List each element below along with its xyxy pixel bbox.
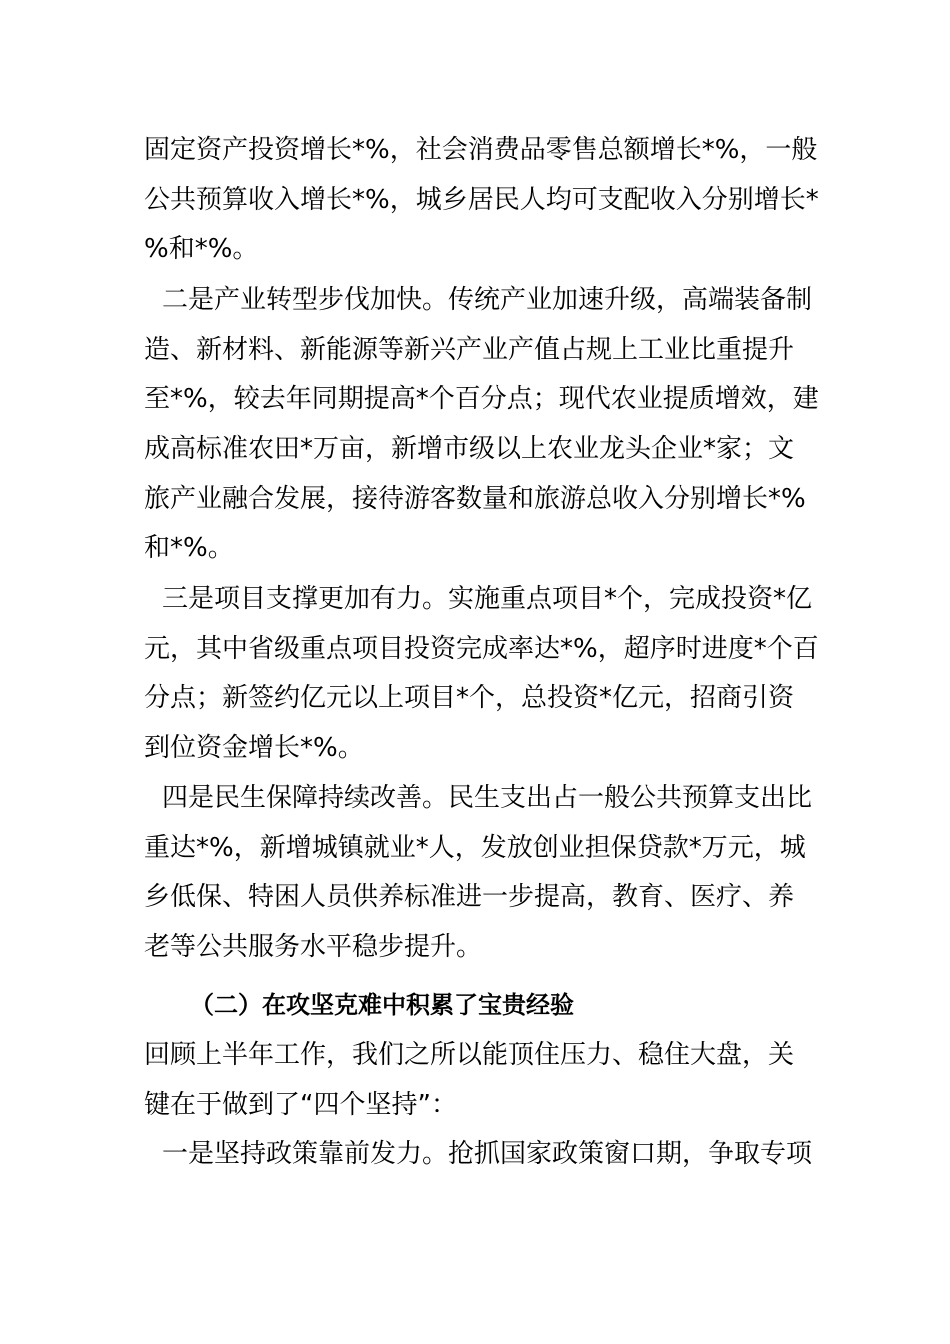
para4-line4: 老等公共服务水平稳步提升。 [144,932,483,962]
para2-line4: 成高标准农田*万亩，新增市级以上农业龙头企业*家；文 [144,434,795,464]
para3-line3: 分点；新签约亿元以上项目*个，总投资*亿元，招商引资 [144,683,795,713]
section-heading: （二）在攻坚克难中积累了宝贵经验 [190,991,574,1019]
para3-line4: 到位资金增长*%。 [144,733,364,763]
para4-line3: 乡低保、特困人员供养标准进一步提高，教育、医疗、养 [144,882,795,912]
para2-line6: 和*%。 [144,533,234,563]
para2-line2: 造、新材料、新能源等新兴产业产值占规上工业比重提升 [144,335,795,365]
para2-line5: 旅产业融合发展，接待游客数量和旅游总收入分别增长*% [144,484,806,514]
para2-line1: 二是产业转型步伐加快。传统产业加速升级，高端装备制 [162,285,813,315]
para1-line1: 固定资产投资增长*%，社会消费品零售总额增长*%，一般 [144,135,818,165]
para5-line1: 回顾上半年工作，我们之所以能顶住压力、稳住大盘，关 [144,1040,795,1070]
para3-line1: 三是项目支撑更加有力。实施重点项目*个，完成投资*亿 [162,584,813,614]
para4-line1: 四是民生保障持续改善。民生支出占一般公共预算支出比 [162,783,813,813]
para3-line2: 元，其中省级重点项目投资完成率达*%，超序时进度*个百 [144,634,819,664]
para6-line1: 一是坚持政策靠前发力。抢抓国家政策窗口期，争取专项 [162,1139,813,1169]
para2-line3: 至*%，较去年同期提高*个百分点；现代农业提质增效，建 [144,384,819,414]
para4-line2: 重达*%，新增城镇就业*人，发放创业担保贷款*万元，城 [144,833,806,863]
para1-line3: %和*%。 [144,234,259,264]
para5-line2: 键在于做到了“四个坚持”： [144,1090,457,1120]
para1-line2: 公共预算收入增长*%，城乡居民人均可支配收入分别增长* [144,185,819,215]
